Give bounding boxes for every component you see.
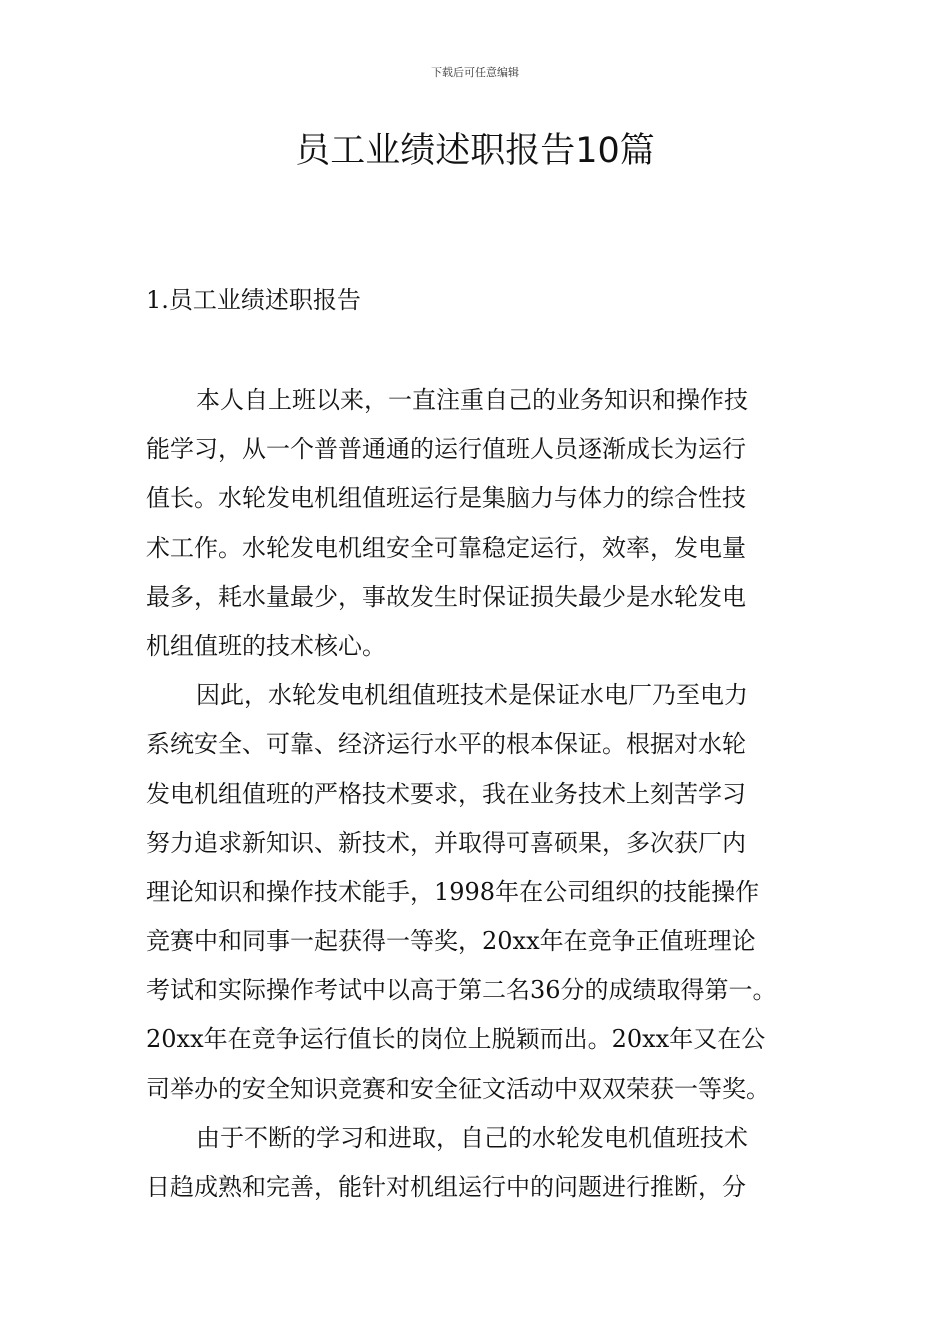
paragraph-line: 因此，水轮发电机组值班技术是保证水电厂乃至电力 — [196, 681, 748, 710]
paragraph-line: 最多，耗水量最少，事故发生时保证损失最少是水轮发电 — [146, 582, 746, 611]
body-text — [146, 376, 811, 1212]
paragraph-line: 20xx年在竞争运行值长的岗位上脱颖而出。20xx年又在公 — [146, 1025, 766, 1054]
page-header-note: 下载后可任意编辑 — [431, 66, 519, 79]
paragraph-line: 努力追求新知识、新技术，并取得可喜硕果，多次获厂内 — [146, 828, 746, 857]
paragraph-line: 司举办的安全知识竞赛和安全征文活动中双双荣获一等奖。 — [146, 1074, 770, 1103]
paragraph-line: 能学习，从一个普普通通的运行值班人员逐渐成长为运行 — [146, 435, 746, 464]
section-heading: 1.员工业绩述职报告 — [146, 286, 361, 314]
paragraph-line: 值长。水轮发电机组值班运行是集脑力与体力的综合性技 — [146, 484, 746, 513]
paragraph-line: 本人自上班以来，一直注重自己的业务知识和操作技 — [196, 386, 748, 414]
paragraph-line: 由于不断的学习和进取，自己的水轮发电机值班技术 — [196, 1123, 748, 1152]
document-title: 员工业绩述职报告10篇 — [295, 131, 655, 171]
paragraph-line: 日趋成熟和完善，能针对机组运行中的问题进行推断，分 — [146, 1173, 746, 1201]
paragraph-line: 理论知识和操作技术能手，1998年在公司组织的技能操作 — [146, 877, 760, 906]
paragraph-line: 系统安全、可靠、经济运行水平的根本保证。根据对水轮 — [146, 730, 746, 759]
paragraph-line: 竞赛中和同事一起获得一等奖，20xx年在竞争正值班理论 — [146, 927, 756, 956]
paragraph-line: 机组值班的技术核心。 — [146, 631, 386, 660]
paragraph-line: 发电机组值班的严格技术要求，我在业务技术上刻苦学习 — [146, 779, 746, 808]
paragraph-line: 考试和实际操作考试中以高于第二名36分的成绩取得第一。 — [146, 976, 777, 1005]
paragraph-line: 术工作。水轮发电机组安全可靠稳定运行，效率，发电量 — [146, 533, 746, 562]
